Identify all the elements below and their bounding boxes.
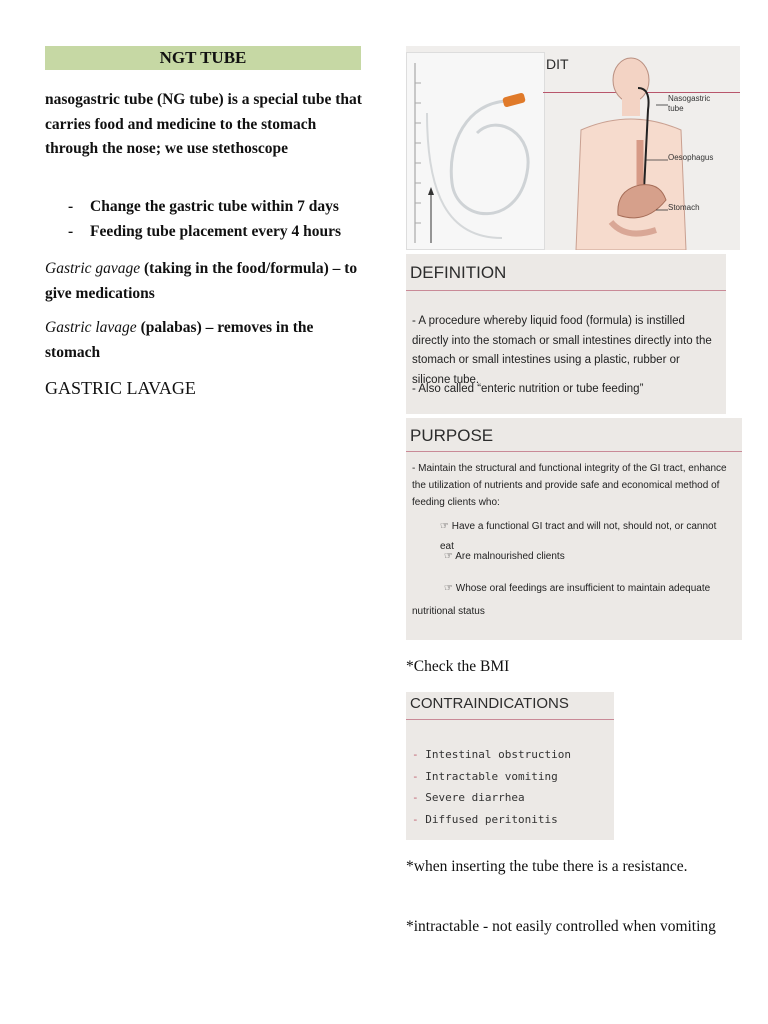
purpose-item: ☞ Have a functional GI tract and will not, should not, or cannot eat bbox=[440, 521, 717, 552]
pointer-icon: ☞ bbox=[444, 583, 456, 594]
bmi-note: *Check the BMI bbox=[406, 658, 510, 675]
list-item: - Feeding tube placement every 4 hours bbox=[68, 222, 341, 240]
purpose-item: ☞ Are malnourished clients bbox=[444, 551, 565, 562]
definition-title: DEFINITION bbox=[410, 263, 507, 282]
bullet-text: Feeding tube placement every 4 hours bbox=[90, 222, 341, 240]
list-item: - Intractable vomiting bbox=[412, 769, 558, 783]
slide-divider bbox=[406, 719, 614, 720]
purpose-intro: - Maintain the structural and functional integrity of the GI tract, enhance the utilization of nutrients and provide safe and economical method of feeding clients who: bbox=[412, 463, 727, 508]
label-nasogastric-tube: Nasogastric tube bbox=[668, 94, 711, 113]
pointer-icon: ☞ bbox=[444, 551, 456, 562]
intro-paragraph: nasogastric tube (NG tube) is a special tube that carries food and medicine to the stomach through the nose; we use stethoscope bbox=[45, 91, 362, 157]
pointer-icon: ☞ bbox=[440, 521, 452, 532]
page-title: NGT TUBE bbox=[45, 46, 361, 70]
ng-tube-photo bbox=[406, 52, 545, 250]
lavage-description: (palabas) – removes in the stomach bbox=[45, 319, 314, 361]
label-stomach: Stomach bbox=[668, 203, 700, 212]
purpose-title: PURPOSE bbox=[410, 426, 494, 445]
instruction-list bbox=[68, 195, 341, 244]
definition-line: - Also called “enteric nutrition or tube feeding” bbox=[412, 383, 644, 395]
definition-line: - A procedure whereby liquid food (formula) is instilled directly into the stomach or small intestines directly into the stomach or small intestines using a plastic, rubber or silicone tube. bbox=[412, 315, 712, 386]
definition-slide bbox=[406, 254, 726, 414]
purpose-item: ☞ Whose oral feedings are insufficient to maintain adequate bbox=[444, 583, 711, 594]
lavage-paragraph bbox=[45, 316, 365, 365]
gastric-lavage-heading: GASTRIC LAVAGE bbox=[45, 378, 196, 398]
list-item: - Diffused peritonitis bbox=[412, 812, 558, 826]
slide-divider bbox=[406, 290, 726, 291]
list-item: - Intestinal obstruction bbox=[412, 748, 571, 761]
purpose-tail: nutritional status bbox=[412, 606, 485, 617]
slide-divider bbox=[406, 451, 742, 452]
bullet-text: Change the gastric tube within 7 days bbox=[90, 198, 339, 215]
contraindication-list bbox=[412, 744, 571, 830]
resistance-note: *when inserting the tube there is a resistance. bbox=[406, 858, 688, 875]
contraindications-slide bbox=[406, 692, 614, 840]
purpose-slide bbox=[406, 418, 742, 640]
gavage-paragraph bbox=[45, 257, 365, 306]
gavage-description: (taking in the food/formula) – to give medications bbox=[45, 260, 358, 302]
anatomy-figure bbox=[556, 50, 736, 250]
intractable-note: *intractable - not easily controlled when vomiting bbox=[406, 918, 716, 935]
gavage-term: Gastric gavage bbox=[45, 260, 141, 277]
list-item: - Severe diarrhea bbox=[412, 791, 525, 804]
label-oesophagus: Oesophagus bbox=[668, 153, 714, 162]
slide-title-fragment: DIT bbox=[546, 56, 569, 72]
contraindications-title: CONTRAINDICATIONS bbox=[410, 695, 569, 712]
lavage-term: Gastric lavage bbox=[45, 319, 137, 336]
anatomy-slide bbox=[406, 46, 740, 250]
list-item: - Change the gastric tube within 7 days bbox=[68, 198, 339, 215]
